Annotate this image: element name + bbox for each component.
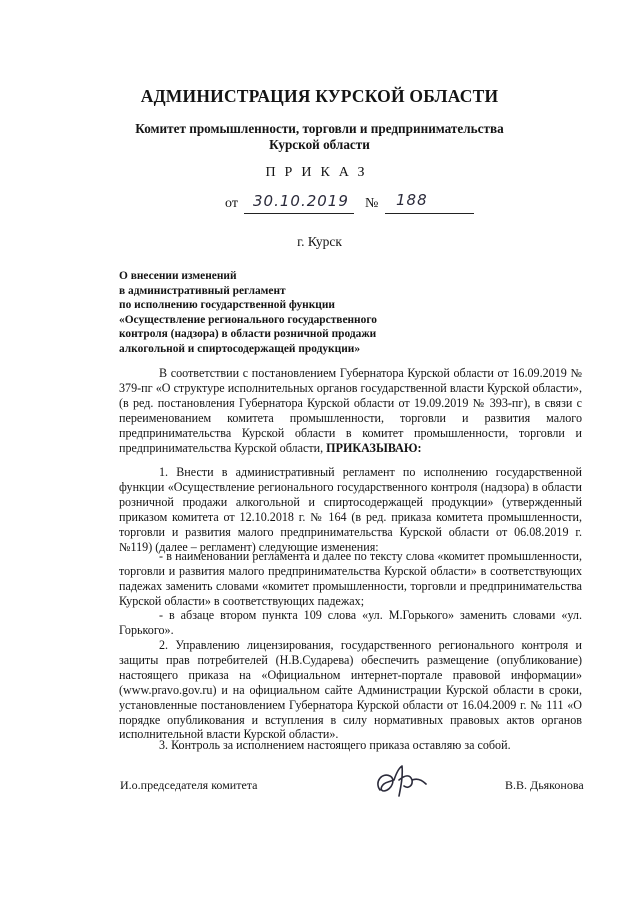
subject-line: «Осуществление регионального государственного	[119, 313, 377, 326]
item-3-text: 3. Контроль за исполнением настоящего приказа оставляю за собой.	[159, 738, 511, 752]
subject-line: О внесении изменений	[119, 270, 237, 282]
handwritten-number: 188	[396, 191, 428, 209]
subject-line: в административный регламент	[119, 284, 286, 297]
handwritten-signature	[372, 760, 430, 802]
signatory-position: И.о.председателя комитета	[120, 778, 258, 792]
decree-word: ПРИКАЗЫВАЮ:	[326, 440, 422, 455]
item-1-text: 1. Внести в административный регламент по исполнению государственной функции «Осуществление регионального государственного контроля (надзора) в области розничной продажи алкогольной и спиртосодержащей продукции» (утвержденный приказом комитета от 12.10.2018 г. № 164 (в ред. приказа комитета промышленности, торговли и развития малого предпринимательства Курской области от 06.08.2019 г. №119) (далее – регламент) следующие изменения:	[119, 465, 582, 554]
committee-line-2: Курской области	[269, 137, 370, 152]
committee-name	[0, 121, 639, 153]
from-label: от	[225, 196, 238, 211]
preamble-text: В соответствии с постановлением Губернатора Курской области от 16.09.2019 № 379-пг «О структуре исполнительных органов государственной власти Курской области», (в ред. постановления Губернатора Курской области от 19.09.2019 № 393-пг), в связи с переименованием комитета промышленности, торговли и развития малого предпринимательства Курской области в комитет промышленности, торговли и предпринимательства Курской области,	[119, 366, 582, 455]
subject-line: контроля (надзора) в области розничной продажи	[119, 328, 377, 341]
preamble-paragraph	[119, 366, 582, 455]
item-2	[119, 638, 582, 742]
item-2-text: 2. Управлению лицензирования, государственного регионального контроля и защиты прав потребителей (Н.В.Сударева) обеспечить размещение (опубликование) настоящего приказа на «Официальном интернет-портале правовой информации» (www.pravo.gov.ru) и на официальном сайте Администрации Курской области в сроки, установленные постановлением Губернатора Курской области от 16.04.2009 г. № 111 «О порядке опубликования и вступления в силу нормативных правовых актов органов исполнительной власти Курской области».	[119, 638, 582, 742]
number-underline	[385, 213, 474, 214]
subject-line: алкогольной и спиртосодержащей продукции»	[119, 342, 361, 355]
item-1-bullet-2	[119, 608, 582, 638]
item-1-bullet-1	[119, 549, 582, 609]
committee-line-1: Комитет промышленности, торговли и предпринимательства	[135, 121, 504, 136]
city: г. Курск	[297, 234, 342, 249]
item-1	[119, 465, 582, 554]
number-label: №	[365, 196, 379, 211]
document-type: ПРИКАЗ	[265, 165, 374, 180]
handwritten-date: 30.10.2019	[253, 192, 349, 210]
bullet-2-text: - в абзаце втором пункта 109 слова «ул. М.Горького» заменить словами «ул. Горького».	[119, 608, 582, 637]
bullet-1-text: - в наименовании регламента и далее по тексту слова «комитет промышленности, торговли и развития малого предпринимательства Курской области» в соответствующих падежах заменить словами «комитет промышленности, торговли и предпринимательства Курской области» в соответствующих падежах;	[119, 549, 582, 608]
item-3	[119, 738, 582, 753]
date-underline	[244, 213, 354, 214]
subject-line: по исполнению государственной функции	[119, 299, 335, 312]
organization-title: АДМИНИСТРАЦИЯ КУРСКОЙ ОБЛАСТИ	[140, 86, 499, 106]
signatory-name: В.В. Дьяконова	[505, 778, 584, 792]
subject-block	[119, 269, 377, 357]
